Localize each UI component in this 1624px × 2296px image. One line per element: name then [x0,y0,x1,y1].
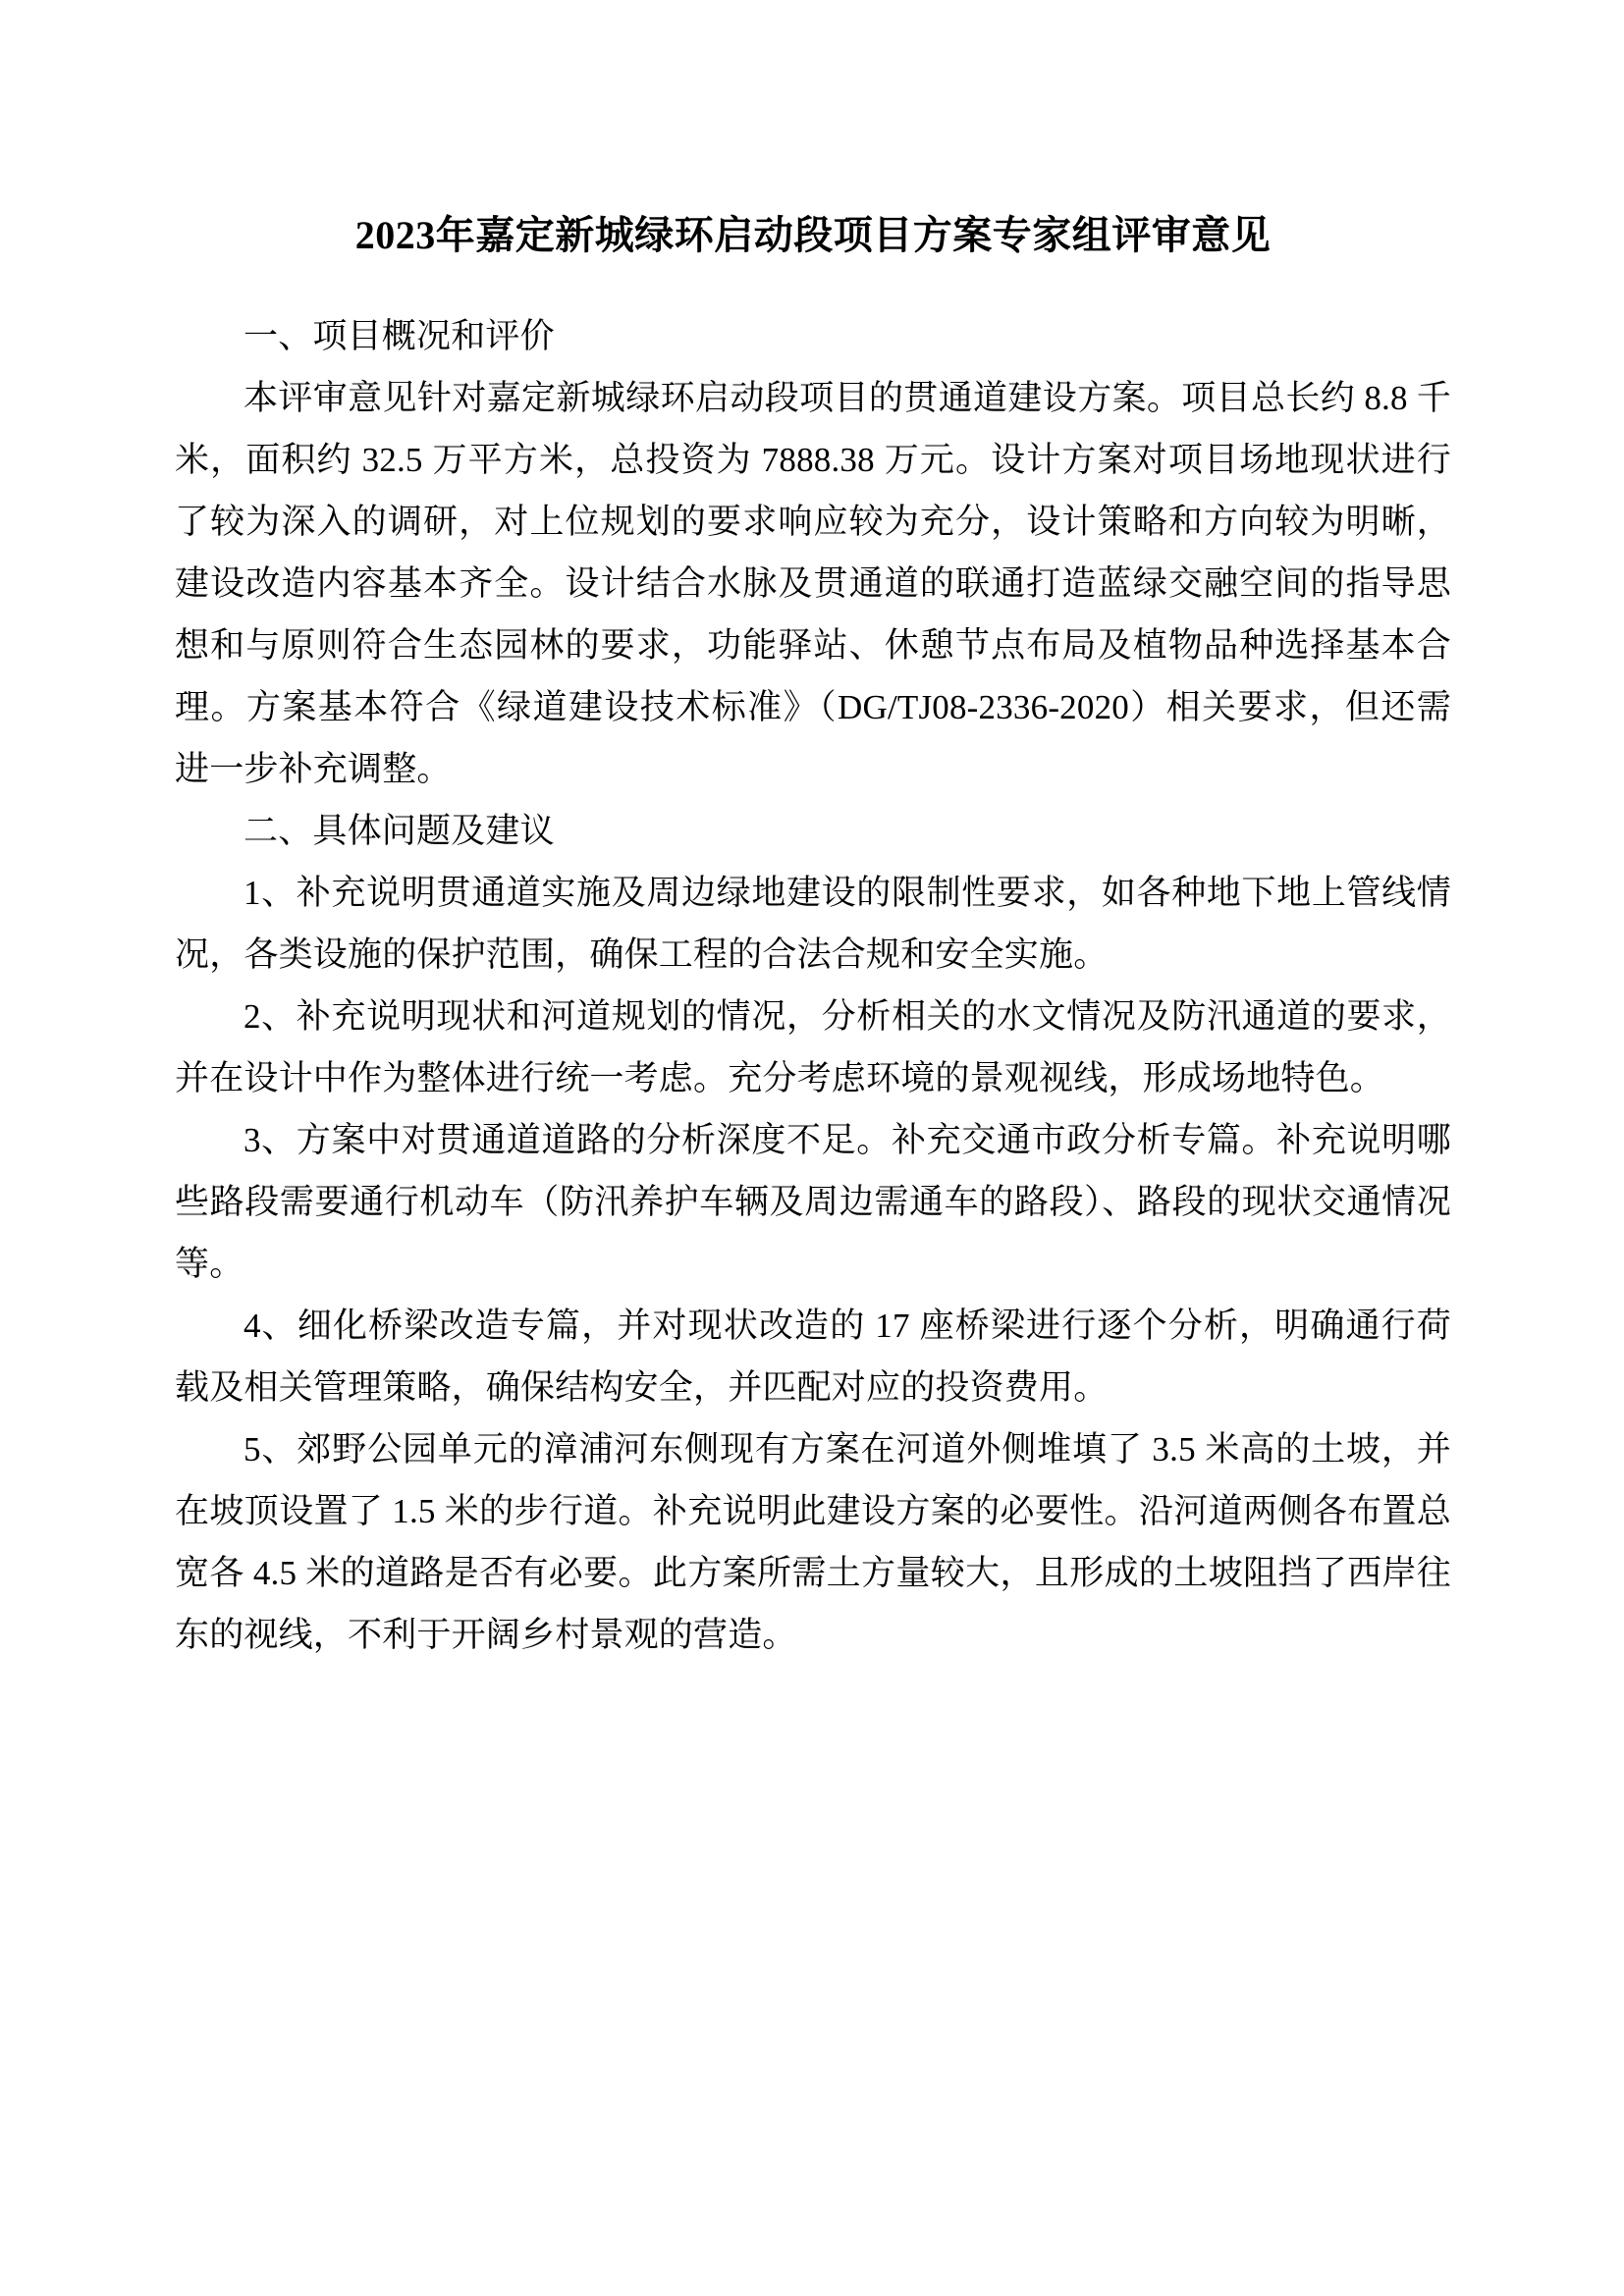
document-content [175,0,1451,1666]
page-title: 2023年嘉定新城绿环启动段项目方案专家组评审意见 [354,213,1272,257]
section-2-item-3: 3、方案中对贯通道道路的分析深度不足。补充交通市政分析专篇。补充说明哪些路段需要通行机动车（防汛养护车辆及周边需通车的路段）、路段的现状交通情况等。 [175,1121,1451,1283]
section-2-item-2: 2、补充说明现状和河道规划的情况，分析相关的水文情况及防汛通道的要求，并在设计中作为整体进行统一考虑。充分考虑环境的景观视线，形成场地特色。 [175,997,1451,1097]
section-2-item-5: 5、郊野公园单元的漳浦河东侧现有方案在河道外侧堆填了 3.5 米高的土坡，并在坡顶设置了 1.5 米的步行道。补充说明此建设方案的必要性。沿河道两侧各布置总宽各 4.5 米的道路是否有必要。此方案所需土方量较大，且形成的土坡阻挡了西岸往东的视线，不利于开阔乡村景观的营造。 [175,1430,1451,1654]
section-heading-2: 二、具体问题及建议 [244,812,555,850]
section-heading-1: 一、项目概况和评价 [244,317,555,355]
section-1-paragraph-1: 本评审意见针对嘉定新城绿环启动段项目的贯通道建设方案。项目总长约 8.8 千米，面积约 32.5 万平方米，总投资为 7888.38 万元。设计方案对项目场地现状进行了较为深入的调研，对上位规划的要求响应较为充分，设计策略和方向较为明晰，建设改造内容基本齐全。设计结合水脉及贯通道的联通打造蓝绿交融空间的指导思想和与原则符合生态园林的要求，功能驿站、休憩节点布局及植物品种选择基本合理。方案基本符合《绿道建设技术标准》（DG/TJ08-2336-2020）相关要求，但还需进一步补充调整。 [175,379,1451,788]
section-project-overview [175,305,1451,1666]
section-2-item-1: 1、补充说明贯通道实施及周边绿地建设的限制性要求，如各种地下地上管线情况，各类设施的保护范围，确保工程的合法合规和安全实施。 [175,874,1451,974]
section-2-item-4: 4、细化桥梁改造专篇，并对现状改造的 17 座桥梁进行逐个分析，明确通行荷载及相关管理策略，确保结构安全，并匹配对应的投资费用。 [175,1307,1451,1407]
